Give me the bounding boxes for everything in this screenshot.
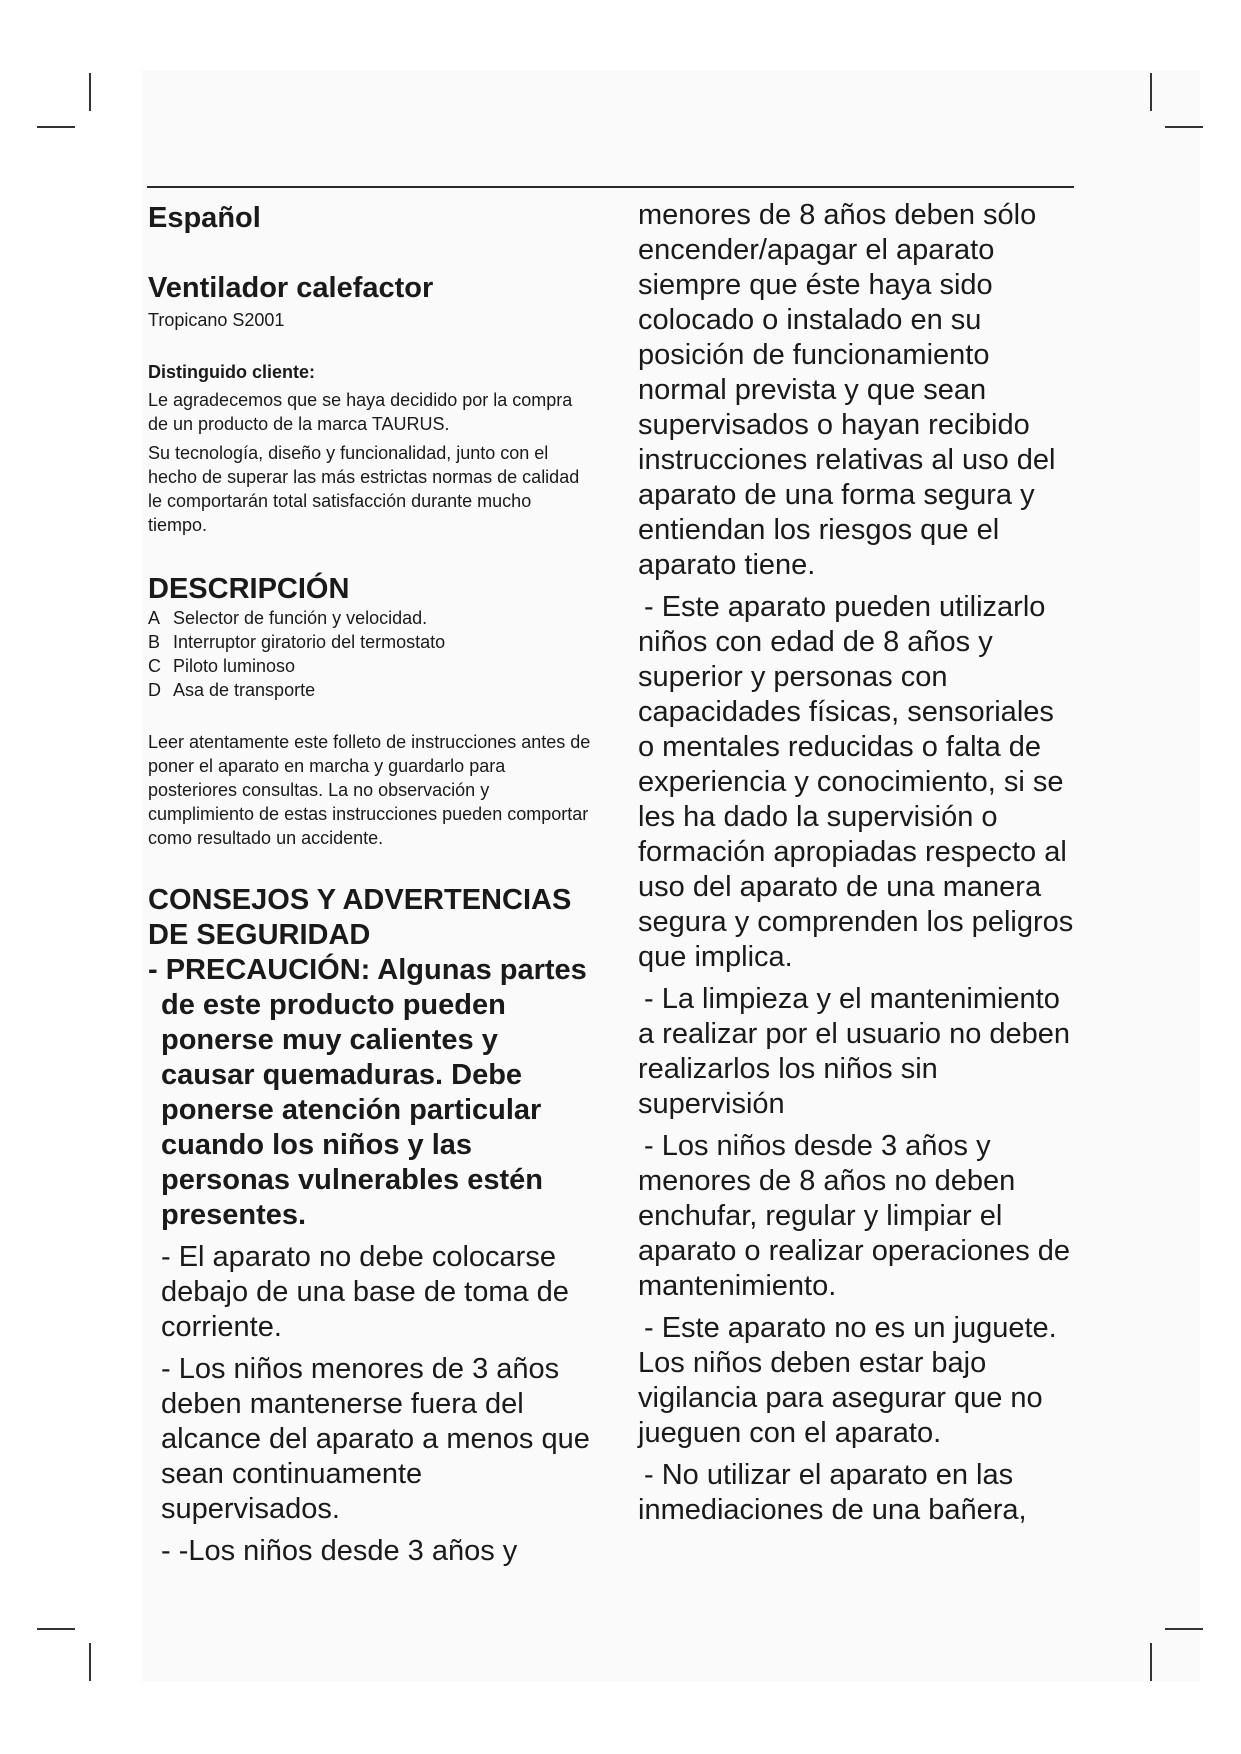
crop-mark-top-left-horizontal	[37, 126, 75, 128]
crop-mark-top-right-horizontal	[1165, 126, 1203, 128]
description-item	[148, 654, 598, 678]
safety-bullet: - -Los niños desde 3 años y	[161, 1535, 518, 1567]
right-column	[638, 198, 1078, 1528]
crop-mark-bottom-right-vertical	[1150, 1643, 1152, 1681]
language-heading: Español	[148, 202, 261, 234]
crop-mark-bottom-right-horizontal	[1165, 1628, 1203, 1630]
safety-bullet: - Los niños desde 3 años y menores de 8 años no deben enchufar, regular y limpiar el aparato o realizar operaciones de mantenimiento.	[638, 1130, 1071, 1302]
item-text: Asa de transporte	[173, 680, 316, 700]
description-item	[148, 630, 598, 654]
crop-mark-bottom-left-horizontal	[37, 1628, 75, 1630]
description-heading: DESCRIPCIÓN	[148, 573, 350, 605]
caution-warning: - PRECAUCIÓN: Algunas partes de este producto pueden ponerse muy calientes y causar quemaduras. Debe ponerse atención particular cuando los niños y las personas vulnerables estén presentes.	[148, 954, 587, 1231]
description-item	[148, 678, 598, 702]
item-letter: A	[148, 608, 161, 628]
item-text: Piloto luminoso	[173, 656, 296, 676]
safety-bullet: - Este aparato pueden utilizarlo niños con edad de 8 años y superior y personas con capacidades físicas, sensoriales o mentales reducidas o falta de experiencia y conocimiento, si se les ha dado la supervisión o formación apropiadas respecto al uso del aparato de una manera segura y comprenden los peligros que implica.	[638, 591, 1074, 973]
item-letter: B	[148, 632, 161, 652]
safety-heading: CONSEJOS Y ADVERTENCIAS DE SEGURIDAD	[148, 884, 572, 951]
continued-paragraph: menores de 8 años deben sólo encender/apagar el aparato siempre que éste haya sido colocado o instalado en su posición de funcionamiento normal prevista y que sean supervisados o hayan recibido instrucciones relativas al uso del aparato de una forma segura y entiendan los riesgos que el aparato tiene.	[638, 199, 1056, 581]
left-column	[148, 198, 598, 1569]
greeting: Distinguido cliente:	[148, 362, 316, 382]
read-instructions-note: Leer atentamente este folleto de instrucciones antes de poner el aparato en marcha y guardarlo para posteriores consultas. La no observación y cumplimiento de estas instrucciones pueden comportar como resultado un accidente.	[148, 732, 591, 848]
item-letter: D	[148, 680, 161, 700]
crop-mark-bottom-left-vertical	[89, 1643, 91, 1681]
header-rule	[147, 186, 1074, 188]
safety-bullet: - Este aparato no es un juguete. Los niños deben estar bajo vigilancia para asegurar que no jueguen con el aparato.	[638, 1312, 1057, 1449]
product-title: Ventilador calefactor	[148, 272, 434, 304]
safety-bullet: - No utilizar el aparato en las inmediaciones de una bañera,	[638, 1459, 1027, 1526]
crop-mark-top-left-vertical	[89, 73, 91, 111]
intro-paragraph: Su tecnología, diseño y funcionalidad, junto con el hecho de superar las más estrictas normas de calidad le comportarán total satisfacción durante mucho tiempo.	[148, 443, 580, 535]
description-item	[148, 606, 598, 630]
safety-bullet: - Los niños menores de 3 años deben mantenerse fuera del alcance del aparato a menos que sean continuamente supervisados.	[161, 1353, 590, 1525]
item-text: Interruptor giratorio del termostato	[173, 632, 446, 652]
model-name: Tropicano S2001	[148, 310, 285, 330]
crop-mark-top-right-vertical	[1150, 73, 1152, 111]
item-letter: C	[148, 656, 161, 676]
safety-bullet: - La limpieza y el mantenimiento a realizar por el usuario no deben realizarlos los niños sin supervisión	[638, 983, 1071, 1120]
intro-paragraph: Le agradecemos que se haya decidido por la compra de un producto de la marca TAURUS.	[148, 390, 573, 434]
item-text: Selector de función y velocidad.	[173, 608, 428, 628]
description-list	[148, 606, 598, 702]
safety-bullet: - El aparato no debe colocarse debajo de una base de toma de corriente.	[161, 1241, 569, 1343]
